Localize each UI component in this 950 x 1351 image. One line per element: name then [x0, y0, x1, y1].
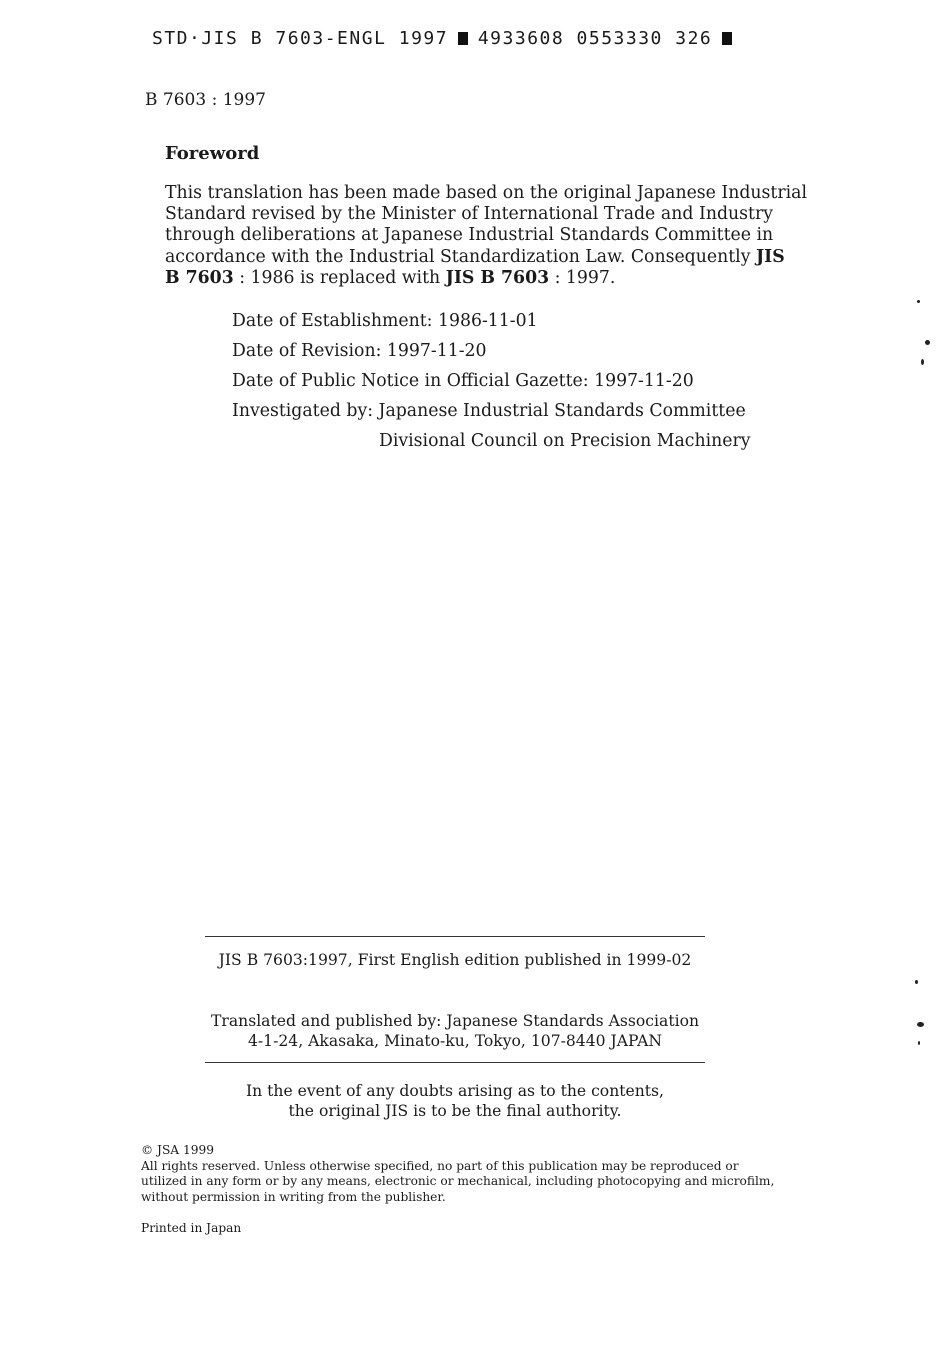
divider-bottom — [205, 1062, 705, 1063]
scan-speck — [917, 300, 920, 303]
foreword-heading: Foreword — [165, 143, 260, 164]
scan-code-right: 4933608 0553330 326 — [477, 27, 713, 49]
foreword-line — [165, 225, 773, 246]
scan-speck — [918, 1041, 920, 1045]
printed-in: Printed in Japan — [141, 1221, 242, 1235]
investigated-by: Investigated by: Japanese Industrial Standards Committee — [232, 401, 746, 421]
black-block-mark — [458, 32, 468, 45]
divider-top — [205, 936, 705, 937]
standard-ref: JIS — [755, 246, 785, 267]
foreword-text: This translation has been made based on the original Japanese Industrial — [165, 183, 807, 203]
foreword-line — [165, 204, 773, 225]
foreword-text: : 1997. — [549, 267, 616, 288]
investigated-by-council: Divisional Council on Precision Machinery — [379, 431, 751, 451]
foreword-paragraph — [165, 183, 807, 289]
date-revision: Date of Revision: 1997-11-20 — [232, 341, 487, 361]
scan-speck — [915, 980, 918, 984]
authority-line: In the event of any doubts arising as to the contents, — [245, 1082, 665, 1100]
publisher-address: 4-1-24, Akasaka, Minato-ku, Tokyo, 107-8440 JAPAN — [247, 1032, 663, 1050]
foreword-text: accordance with the Industrial Standardization Law. Consequently — [165, 246, 756, 267]
publisher-line: Translated and published by: Japanese Standards Association — [211, 1012, 699, 1030]
document-id: B 7603 : 1997 — [145, 90, 266, 110]
foreword-line — [165, 246, 785, 268]
foreword-text: Standard revised by the Minister of International Trade and Industry — [165, 204, 773, 225]
foreword-line — [165, 183, 807, 204]
standard-ref: B 7603 — [165, 267, 234, 288]
copyright-notice: © JSA 1999 — [141, 1143, 214, 1157]
rights-line: utilized in any form or by any means, electronic or mechanical, including photocopying and microfilm, — [141, 1174, 775, 1189]
date-public-notice: Date of Public Notice in Official Gazette: 1997-11-20 — [232, 371, 694, 391]
authority-line: the original JIS is to be the final authority. — [288, 1102, 622, 1120]
foreword-line — [165, 268, 773, 289]
edition-note: JIS B 7603:1997, First English edition published in 1999-02 — [218, 951, 692, 969]
scan-speck — [925, 340, 930, 345]
publisher-info — [205, 1011, 705, 1051]
copyright-block — [141, 1143, 781, 1205]
date-block — [232, 309, 751, 459]
scan-header-code — [152, 26, 732, 50]
scan-speck — [921, 359, 924, 365]
rights-line: without permission in writing from the publisher. — [141, 1189, 446, 1204]
black-block-mark — [722, 32, 732, 45]
scan-code-left: STD·JIS B 7603-ENGL 1997 — [152, 27, 449, 49]
rights-line: All rights reserved. Unless otherwise specified, no part of this publication may be reproduced or — [141, 1158, 739, 1173]
scan-speck — [917, 1022, 924, 1027]
foreword-text: through deliberations at Japanese Industrial Standards Committee in — [165, 225, 774, 246]
date-establishment: Date of Establishment: 1986-11-01 — [232, 311, 538, 331]
standard-ref: JIS B 7603 — [445, 267, 550, 288]
authority-note — [205, 1081, 705, 1121]
foreword-text: : 1986 is replaced with — [233, 267, 446, 288]
